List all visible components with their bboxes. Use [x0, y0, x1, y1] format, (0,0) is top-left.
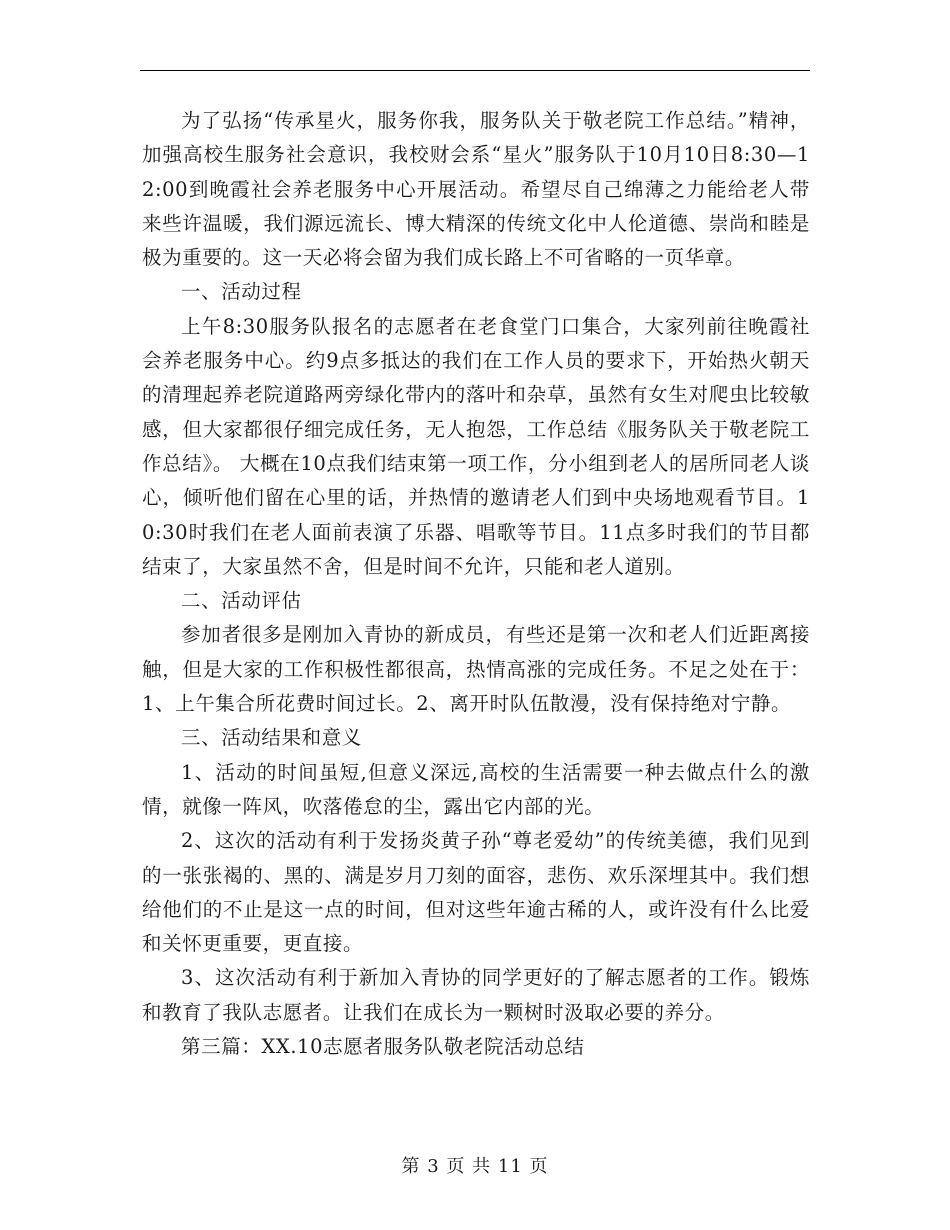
- heading-activity-process: 一、活动过程: [181, 280, 302, 304]
- footer-prefix: 第: [401, 1156, 421, 1177]
- paragraph-intro: 为了弘扬“传承星火，服务你我，服务队关于敬老院工作总结。”精神，加强高校生服务社会意识，我校财会系“星火”服务队于10月10日8:30—12:00到晚霞社会养老服务中心开展活动。希望尽自己绵薄之力能给老人带来些许温暖，我们源远流长、博大精深的传统文化中人伦道德、崇尚和睦是极为重要的。这一天必将会留为我们成长路上不可省略的一页华章。: [142, 109, 810, 270]
- paragraph-result-1: 1、活动的时间虽短,但意义深远,高校的生活需要一种去做点什么的激情，就像一阵风，吹落倦怠的尘，露出它内部的光。: [142, 760, 810, 818]
- heading-activity-evaluation: 二、活动评估: [181, 589, 302, 613]
- footer-current-page: 3: [427, 1156, 440, 1177]
- paragraph-evaluation: 参加者很多是刚加入青协的新成员，有些还是第一次和老人们近距离接触，但是大家的工作积极性都很高，热情高涨的完成任务。不足之处在于：1、上午集合所花费时间过长。2、离开时队伍散漫，没有保持绝对宁静。: [142, 623, 810, 716]
- paragraph-result-2: 2、这次的活动有利于发扬炎黄子孙“尊老爱幼”的传统美德，我们见到的一张张褐的、黑的、满是岁月刀刻的面容，悲伤、欢乐深埋其中。我们想给他们的不止是这一点的时间，但对这些年逾古稀的人，或许没有什么比爱和关怀更重要，更直接。: [142, 829, 810, 956]
- footer-suffix: 页: [529, 1156, 549, 1177]
- heading-results-significance: 三、活动结果和意义: [181, 726, 362, 750]
- page-footer: [0, 1152, 950, 1178]
- footer-total-pages: 11: [497, 1156, 523, 1177]
- paragraph-result-3: 3、这次活动有利于新加入青协的同学更好的了解志愿者的工作。锻炼和教育了我队志愿者。让我们在成长为一颗树时汲取必要的养分。: [142, 966, 810, 1024]
- heading-part-three: 第三篇：XX.10志愿者服务队敬老院活动总结: [181, 1035, 585, 1059]
- document-body: [142, 104, 810, 1064]
- paragraph-process: 上午8:30服务队报名的志愿者在老食堂门口集合，大家列前往晚霞社会养老服务中心。约9点多抵达的我们在工作人员的要求下，开始热火朝天的清理起养老院道路两旁绿化带内的落叶和杂草，虽然有女生对爬虫比较敏感，但大家都很仔细完成任务，无人抱怨，工作总结《服务队关于敬老院工作总结》。 大概在10点我们结束第一项工作，分小组到老人的居所同老人谈心，倾听他们留在心里的话，并热情的邀请老人们到中央场地观看节目。10:30时我们在老人面前表演了乐器、唱歌等节目。11点多时我们的节目都结束了，大家虽然不舍，但是时间不允许，只能和老人道别。: [142, 314, 810, 578]
- footer-middle: 页 共: [446, 1156, 492, 1177]
- header-rule: [140, 70, 810, 71]
